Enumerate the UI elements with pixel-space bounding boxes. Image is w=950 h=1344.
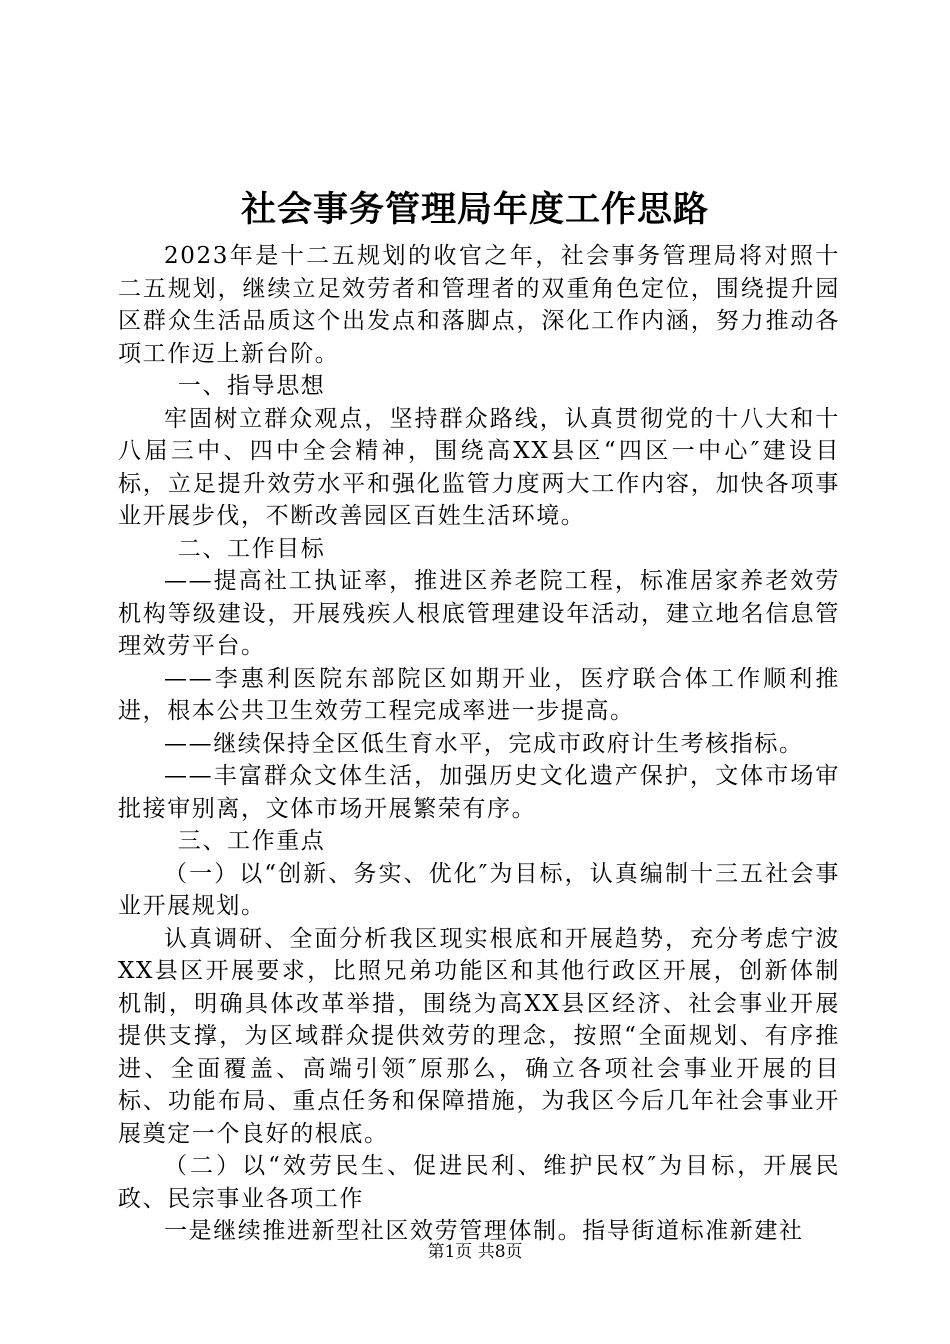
paragraph-goal-fertility: ——继续保持全区低生育水平，完成市政府计生考核指标。 — [164, 730, 804, 757]
section-heading-work-goals: 二、工作目标 — [177, 535, 326, 562]
document-body — [118, 240, 840, 1248]
paragraph-goal-culture: ——丰富群众文体生活，加强历史文化遗产保护，文体市场审批接审别离，文体市场开展繁荣有序。 — [118, 763, 840, 822]
page-footer: 第1页 共8页 — [427, 1242, 523, 1262]
paragraph-focus-two-body: 一是继续推进新型社区效劳管理体制。指导街道标准新建社 — [164, 1218, 804, 1244]
section-heading-work-focus: 三、工作重点 — [177, 828, 326, 854]
paragraph-goal-civil: ——提高社工执证率，推进区养老院工程，标准居家养老效劳机构等级建设，开展残疾人根底管理建设年活动，建立地名信息管理效劳平台。 — [118, 568, 840, 659]
document-title: 社会事务管理局年度工作思路 — [240, 189, 709, 230]
paragraph-intro: 2023年是十二五规划的收官之年，社会事务管理局将对照十二五规划，继续立足效劳者和管理者的双重角色定位，围绕提升园区群众生活品质这个出发点和落脚点，深化工作内涵，努力推动各项工作迈上新台阶。 — [118, 243, 840, 367]
paragraph-goal-health: ——李惠利医院东部院区如期开业，医疗联合体工作顺利推进，根本公共卫生效劳工程完成率进一步提高。 — [118, 665, 840, 724]
paragraph-focus-one-title: （一）以“创新、务实、优化″为目标，认真编制十三五社会事业开展规划。 — [118, 860, 840, 919]
paragraph-focus-one-body: 认真调研、全面分析我区现实根底和开展趋势，充分考虑宁波XX县区开展要求，比照兄弟功能区和其他行政区开展，创新体制机制，明确具体改革举措，围绕为高XX县区经济、社会事业开展提供支撑，为区域群众提供效劳的理念，按照“全面规划、有序推进、全面覆盖、高端引领″原那么，确立各项社会事业开展的目标、功能布局、重点任务和保障措施，为我区今后几年社会事业开展奠定一个良好的根底。 — [118, 925, 840, 1147]
paragraph-guiding-thought: 牢固树立群众观点，坚持群众路线，认真贯彻党的十八大和十八届三中、四中全会精神，围绕高XX县区“四区一中心″建设目标，立足提升效劳水平和强化监管力度两大工作内容，加快各项事业开展步伐，不断改善园区百姓生活环境。 — [118, 405, 840, 529]
paragraph-focus-two-title: （二）以“效劳民生、促进民利、维护民权″为目标，开展民政、民宗事业各项工作 — [118, 1153, 840, 1212]
section-heading-guiding-thought: 一、指导思想 — [177, 373, 326, 399]
